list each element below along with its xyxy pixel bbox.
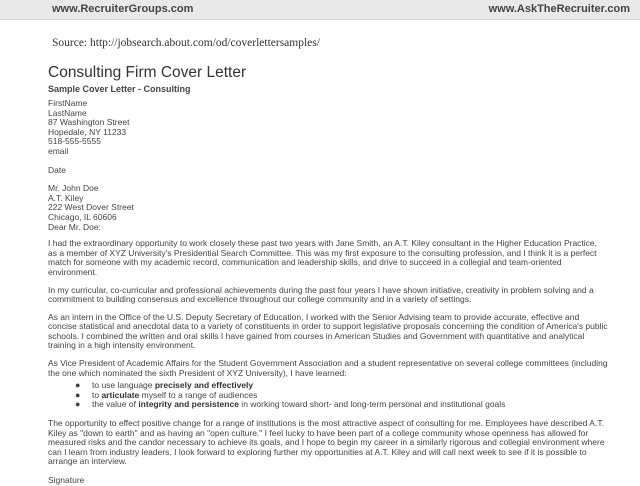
header-bar — [0, 0, 640, 20]
sender-line: 87 Washington Street — [48, 117, 130, 128]
letter-title: Consulting Firm Cover Letter — [48, 64, 247, 81]
sender-address — [48, 99, 608, 157]
bullet-icon: ● — [75, 380, 81, 391]
closing-paragraph: The opportunity to effect positive change for a range of institutions is the most attractive aspect of consulting for me. Employees have described A.T. Kiley as "down to earth" and as having an "open culture." I feel lucky to have been part of a college community whose openness has allowed for measured risks and the candor necessary to achieve its goals, and I hope to begin my career in a similarly rigorous and collegial environment where can I learn from industry leaders. I look forward to exploring further my opportunities at A.T. Kiley and will call next week to see if it is possible to arrange an interview. — [48, 418, 605, 467]
source-line: Source: http://jobsearch.about.com/od/coverlettersamples/ — [52, 37, 320, 49]
sender-line: FirstName — [48, 98, 88, 108]
recipient-line: 222 West Dover Street — [48, 202, 134, 213]
ask-the-recruiter-link[interactable]: www.AskTheRecruiter.com — [488, 3, 630, 15]
body-paragraph: I had the extraordinary opportunity to work closely these past two years with Jane Smith, an A.T. Kiley consultant in the Higher Education Practice, as a member of XYZ University's Presidential Search Committee. This was my first exposure to the consulting profession, and I think it is a perfect match for someone with my academic record, communication and leadership skills, and drive to succeed in a collegial and team-oriented environment. — [48, 238, 598, 277]
bullet-emphasis: articulate — [101, 389, 140, 400]
list-item — [48, 400, 608, 410]
recipient-line: Mr. John Doe — [48, 183, 99, 194]
body-paragraph: As an intern in the Office of the U.S. Deputy Secretary of Education, I worked with the Senior Advising team to provide accurate, effective and concise statistical and anecdotal data to a variety of constituents in order to support legislative proposals concerning the condition of America's public schools. I combined the written and oral skills I have gained from courses in American Studies and Government with quantitative and analytical training in a high intensity environment. — [48, 311, 608, 351]
cover-letter-page — [48, 64, 608, 486]
skills-list — [48, 381, 608, 410]
sender-line: LastName — [48, 107, 87, 118]
sender-line: email — [48, 145, 69, 156]
bullet-emphasis: integrity and persistence — [138, 399, 239, 410]
bullet-text: in working toward short- and long-term personal and institutional goals — [238, 399, 506, 410]
recipient-line: Chicago, IL 60606 — [48, 211, 117, 222]
bullet-text: myself to a range of audiences — [139, 389, 258, 400]
recipient-address — [48, 184, 608, 232]
body-paragraph: As Vice President of Academic Affairs for the Student Government Association and a student representative on several college committees (including the one which nominated the sixth President of XYZ University), I have learned: — [48, 358, 608, 378]
bullet-icon: ● — [75, 389, 81, 400]
recipient-line: A.T. Kiley — [48, 192, 84, 203]
recruiter-groups-link[interactable]: www.RecruiterGroups.com — [52, 3, 194, 15]
bullet-text: to — [92, 389, 102, 400]
sender-line: Hopedale, NY 11233 — [48, 126, 127, 137]
letter-subtitle: Sample Cover Letter - Consulting — [48, 84, 191, 94]
recipient-line: Dear Mr. Doe: — [48, 221, 101, 232]
bullet-text: to use language — [92, 380, 155, 391]
signature: Signature — [48, 475, 85, 485]
bullet-text: the value of — [92, 399, 139, 410]
letter-date: Date — [48, 164, 66, 175]
body-paragraph: In my curricular, co-curricular and professional achievements during the past four years I have shown initiative, creativity in problem solving and a commitment to building consensus and excellence throughout our college community and in a variety of settings. — [48, 284, 594, 305]
bullet-icon: ● — [75, 399, 81, 410]
sender-line: 518-555-5555 — [48, 136, 101, 147]
bullet-emphasis: precisely and effectively — [154, 380, 254, 391]
